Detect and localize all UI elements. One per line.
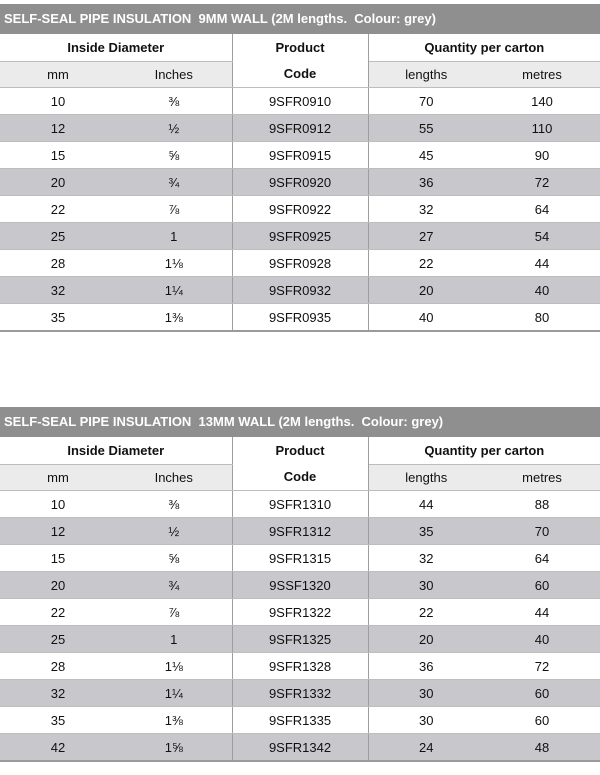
- cell-metres: 54: [484, 223, 600, 250]
- cell-diameter-inches: ⅝: [116, 545, 232, 572]
- cell-diameter-mm: 42: [0, 734, 116, 762]
- cell-product-code: 9SFR0910: [232, 88, 368, 115]
- cell-metres: 44: [484, 599, 600, 626]
- cell-diameter-mm: 20: [0, 572, 116, 599]
- cell-product-code: 9SFR1342: [232, 734, 368, 762]
- table-row: [0, 115, 600, 142]
- table-row: [0, 142, 600, 169]
- cell-metres: 72: [484, 653, 600, 680]
- cell-lengths: 55: [368, 115, 484, 142]
- cell-product-code: 9SFR1332: [232, 680, 368, 707]
- cell-lengths: 44: [368, 491, 484, 518]
- cell-product-code: 9SFR0920: [232, 169, 368, 196]
- cell-metres: 60: [484, 572, 600, 599]
- code-header-label: Code: [283, 65, 317, 81]
- cell-diameter-inches: ⅜: [116, 88, 232, 115]
- cell-lengths: 24: [368, 734, 484, 762]
- cell-metres: 110: [484, 115, 600, 142]
- cell-diameter-inches: ¾: [116, 572, 232, 599]
- cell-metres: 140: [484, 88, 600, 115]
- cell-diameter-mm: 12: [0, 115, 116, 142]
- table-row: [0, 250, 600, 277]
- cell-product-code: 9SFR1335: [232, 707, 368, 734]
- cell-product-code: 9SFR1325: [232, 626, 368, 653]
- cell-product-code: 9SFR0932: [232, 277, 368, 304]
- inside-diameter-header: Inside Diameter: [0, 34, 232, 62]
- cell-product-code: 9SFR0935: [232, 304, 368, 332]
- cell-diameter-mm: 25: [0, 223, 116, 250]
- table-body: [0, 491, 600, 762]
- cell-metres: 88: [484, 491, 600, 518]
- cell-metres: 70: [484, 518, 600, 545]
- cell-diameter-mm: 28: [0, 250, 116, 277]
- cell-lengths: 20: [368, 626, 484, 653]
- metres-column-header: metres: [484, 62, 600, 88]
- cell-lengths: 30: [368, 572, 484, 599]
- lengths-column-header: lengths: [368, 465, 484, 491]
- cell-metres: 48: [484, 734, 600, 762]
- table-row: [0, 223, 600, 250]
- table-row: [0, 653, 600, 680]
- table-row: [0, 572, 600, 599]
- cell-metres: 64: [484, 545, 600, 572]
- cell-lengths: 22: [368, 599, 484, 626]
- cell-diameter-mm: 28: [0, 653, 116, 680]
- cell-diameter-inches: 1⅜: [116, 304, 232, 332]
- cell-diameter-inches: 1: [116, 626, 232, 653]
- product-header-label: Product: [275, 442, 325, 458]
- cell-lengths: 30: [368, 707, 484, 734]
- table-row: [0, 88, 600, 115]
- cell-lengths: 30: [368, 680, 484, 707]
- table-row: [0, 626, 600, 653]
- table-row: [0, 680, 600, 707]
- table-row: [0, 734, 600, 762]
- cell-product-code: 9SFR0928: [232, 250, 368, 277]
- table-row: [0, 169, 600, 196]
- cell-metres: 64: [484, 196, 600, 223]
- cell-lengths: 70: [368, 88, 484, 115]
- cell-lengths: 20: [368, 277, 484, 304]
- cell-diameter-inches: ⅝: [116, 142, 232, 169]
- table-body: [0, 88, 600, 332]
- cell-metres: 60: [484, 680, 600, 707]
- cell-lengths: 45: [368, 142, 484, 169]
- cell-diameter-mm: 10: [0, 88, 116, 115]
- cell-product-code: 9SFR1328: [232, 653, 368, 680]
- cell-diameter-mm: 12: [0, 518, 116, 545]
- cell-diameter-inches: 1⅝: [116, 734, 232, 762]
- table-row: [0, 545, 600, 572]
- cell-diameter-inches: 1: [116, 223, 232, 250]
- table-row: [0, 277, 600, 304]
- cell-lengths: 36: [368, 169, 484, 196]
- cell-product-code: 9SFR0912: [232, 115, 368, 142]
- table-row: [0, 491, 600, 518]
- cell-product-code: 9SFR1312: [232, 518, 368, 545]
- cell-diameter-mm: 10: [0, 491, 116, 518]
- cell-diameter-inches: 1⅛: [116, 653, 232, 680]
- cell-lengths: 32: [368, 196, 484, 223]
- inside-diameter-header: Inside Diameter: [0, 437, 232, 465]
- cell-product-code: 9SFR0915: [232, 142, 368, 169]
- cell-metres: 72: [484, 169, 600, 196]
- cell-diameter-inches: ½: [116, 518, 232, 545]
- metres-column-header: metres: [484, 465, 600, 491]
- cell-diameter-mm: 22: [0, 599, 116, 626]
- cell-lengths: 36: [368, 653, 484, 680]
- table-row: [0, 599, 600, 626]
- table-row: [0, 196, 600, 223]
- cell-diameter-mm: 20: [0, 169, 116, 196]
- cell-product-code: 9SSF1320: [232, 572, 368, 599]
- table-row: [0, 518, 600, 545]
- cell-diameter-inches: 1¼: [116, 680, 232, 707]
- cell-metres: 44: [484, 250, 600, 277]
- cell-diameter-inches: 1⅛: [116, 250, 232, 277]
- cell-diameter-mm: 15: [0, 142, 116, 169]
- cell-diameter-inches: ½: [116, 115, 232, 142]
- spec-table-9mm: [0, 4, 600, 332]
- code-header-label: Code: [283, 468, 317, 484]
- cell-diameter-inches: ⅞: [116, 196, 232, 223]
- cell-diameter-inches: ⅜: [116, 491, 232, 518]
- cell-metres: 60: [484, 707, 600, 734]
- cell-product-code: 9SFR0925: [232, 223, 368, 250]
- cell-diameter-mm: 15: [0, 545, 116, 572]
- cell-metres: 40: [484, 277, 600, 304]
- cell-metres: 90: [484, 142, 600, 169]
- table-row: [0, 707, 600, 734]
- spec-table-13mm: [0, 407, 600, 762]
- mm-column-header: mm: [0, 465, 116, 491]
- cell-lengths: 35: [368, 518, 484, 545]
- cell-lengths: 22: [368, 250, 484, 277]
- inches-column-header: Inches: [116, 465, 232, 491]
- product-code-header: [232, 437, 368, 491]
- cell-metres: 40: [484, 626, 600, 653]
- cell-diameter-mm: 25: [0, 626, 116, 653]
- cell-diameter-mm: 22: [0, 196, 116, 223]
- lengths-column-header: lengths: [368, 62, 484, 88]
- quantity-per-carton-header: Quantity per carton: [368, 437, 600, 465]
- cell-diameter-mm: 35: [0, 707, 116, 734]
- cell-lengths: 27: [368, 223, 484, 250]
- cell-diameter-inches: ¾: [116, 169, 232, 196]
- cell-diameter-inches: ⅞: [116, 599, 232, 626]
- cell-product-code: 9SFR1315: [232, 545, 368, 572]
- cell-product-code: 9SFR1310: [232, 491, 368, 518]
- quantity-per-carton-header: Quantity per carton: [368, 34, 600, 62]
- cell-lengths: 40: [368, 304, 484, 332]
- mm-column-header: mm: [0, 62, 116, 88]
- cell-diameter-inches: 1⅜: [116, 707, 232, 734]
- cell-product-code: 9SFR1322: [232, 599, 368, 626]
- inches-column-header: Inches: [116, 62, 232, 88]
- cell-metres: 80: [484, 304, 600, 332]
- product-header-label: Product: [275, 39, 325, 55]
- spec-table: [0, 34, 600, 332]
- table-row: [0, 304, 600, 332]
- cell-diameter-mm: 35: [0, 304, 116, 332]
- spec-table: [0, 437, 600, 762]
- cell-product-code: 9SFR0922: [232, 196, 368, 223]
- table-title: SELF-SEAL PIPE INSULATION 13MM WALL (2M lengths. Colour: grey): [0, 407, 600, 437]
- cell-diameter-mm: 32: [0, 277, 116, 304]
- cell-diameter-inches: 1¼: [116, 277, 232, 304]
- product-code-header: [232, 34, 368, 88]
- cell-lengths: 32: [368, 545, 484, 572]
- table-title: SELF-SEAL PIPE INSULATION 9MM WALL (2M lengths. Colour: grey): [0, 4, 600, 34]
- cell-diameter-mm: 32: [0, 680, 116, 707]
